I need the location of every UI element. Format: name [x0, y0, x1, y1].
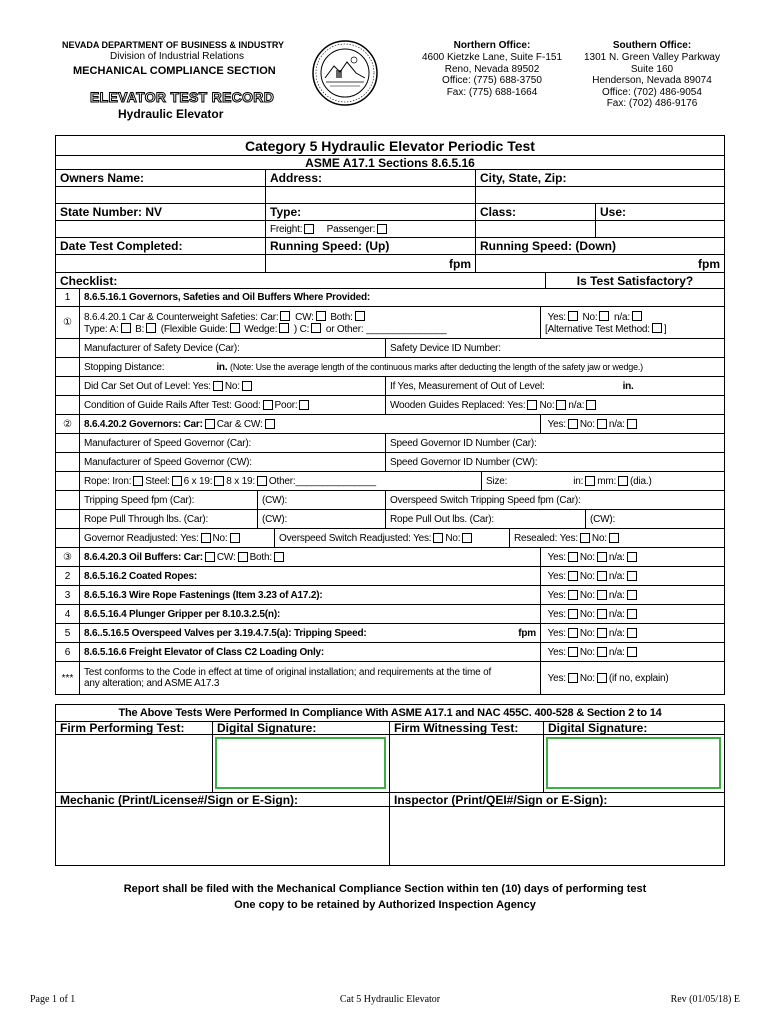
wooden-no-checkbox[interactable]	[556, 400, 566, 410]
os-readjusted: Overspeed Switch Readjusted: Yes: No:	[275, 529, 510, 547]
witnessing-signature-box[interactable]	[546, 737, 721, 789]
no-checkbox[interactable]	[597, 571, 607, 581]
yes-checkbox[interactable]	[568, 628, 578, 638]
page-number: Page 1 of 1	[30, 994, 76, 1005]
state-number-label: State Number: NV	[56, 204, 266, 220]
item-number: ③	[56, 548, 80, 566]
date-completed-label: Date Test Completed:	[56, 238, 266, 254]
mechanic-input[interactable]	[56, 807, 390, 865]
gov-readjusted: Governor Readjusted: Yes: No:	[80, 529, 275, 547]
resealed-yes-checkbox[interactable]	[580, 533, 590, 543]
rope-type: Rope: Iron: Steel: 6 x 19: 8 x 19: Other: _______________	[80, 472, 482, 490]
safety-both-checkbox[interactable]	[355, 311, 365, 321]
wedge-checkbox[interactable]	[279, 323, 289, 333]
item-number: ***	[56, 662, 80, 694]
os-readjusted-no-checkbox[interactable]	[462, 533, 472, 543]
item-number: ①	[56, 307, 80, 338]
inspector-label: Inspector (Print/QEI#/Sign or E-Sign):	[394, 793, 608, 806]
form-name: Cat 5 Hydraulic Elevator	[339, 994, 441, 1005]
checklist-label: Checklist:	[56, 273, 546, 288]
yes-checkbox[interactable]	[568, 571, 578, 581]
yes-checkbox[interactable]	[568, 419, 578, 429]
wire-rope-result: Yes: No: n/a:	[541, 586, 724, 604]
wooden-yes-checkbox[interactable]	[527, 400, 537, 410]
rope-pull-cw-label: (CW):	[258, 510, 386, 528]
na-checkbox[interactable]	[627, 590, 637, 600]
resealed: Resealed: Yes: No:	[510, 529, 724, 547]
gov-car-cw-checkbox[interactable]	[265, 419, 275, 429]
class-label: Class:	[476, 204, 596, 220]
form-title: Category 5 Hydraulic Elevator Periodic Test	[245, 137, 535, 154]
out-of-level: Did Car Set Out of Level: Yes: No:	[80, 377, 386, 395]
record-subtitle: Hydraulic Elevator	[118, 107, 224, 121]
freight-c2-result: Yes: No: n/a:	[541, 643, 724, 661]
item-number: 2	[56, 567, 80, 585]
item-wire-rope: 8.6.5.16.3 Wire Rope Fastenings (Item 3.23 of A17.2):	[80, 586, 541, 604]
no-checkbox[interactable]	[597, 628, 607, 638]
passenger-checkbox[interactable]	[377, 224, 387, 234]
item-freight-c2: 8.6.5.16.6 Freight Elevator of Class C2 Loading Only:	[80, 643, 541, 661]
satisfactory-label: Is Test Satisfactory?	[576, 273, 694, 288]
state-number-input[interactable]	[56, 221, 266, 237]
safety-car-checkbox[interactable]	[280, 311, 290, 321]
date-completed-input[interactable]	[56, 255, 266, 272]
north-office-title: Northern Office:	[453, 40, 531, 51]
safeties-result: Yes: No: n/a: [Alternative Test Method: ]	[545, 311, 667, 335]
item-number: 6	[56, 643, 80, 661]
yes-checkbox[interactable]	[568, 673, 578, 683]
out-level-no-checkbox[interactable]	[242, 381, 252, 391]
yes-checkbox[interactable]	[568, 552, 578, 562]
dept-name: NEVADA DEPARTMENT OF BUSINESS & INDUSTRY	[62, 40, 285, 50]
rope-pull-out-cw-label: (CW):	[590, 513, 616, 525]
wooden-na-checkbox[interactable]	[586, 400, 596, 410]
speed-down-input[interactable]: fpm	[698, 256, 720, 271]
form-subtitle: ASME A17.1 Sections 8.6.5.16	[305, 156, 475, 169]
item-governors-heading: 8.6.5.16.1 Governors, Safeties and Oil Buffers Where Provided:	[84, 292, 371, 303]
no-checkbox[interactable]	[597, 673, 607, 683]
form-table	[55, 135, 725, 695]
wooden-guides: Wooden Guides Replaced: Yes: No: n/a:	[386, 396, 724, 414]
firm-performing-input[interactable]	[56, 735, 213, 792]
item-plunger-gripper: 8.6.5.16.4 Plunger Gripper per 8.10.3.2.5(n):	[80, 605, 541, 623]
firm-performing-label: Firm Performing Test:	[56, 722, 213, 734]
os-readjusted-yes-checkbox[interactable]	[433, 533, 443, 543]
item-code-conformance: Test conforms to the Code in effect at time of original installation; and requirements at the time of any alteration; and ASME A17.3	[80, 662, 541, 694]
item-number: 3	[56, 586, 80, 604]
yes-checkbox[interactable]	[568, 590, 578, 600]
city-state-zip-input[interactable]	[476, 187, 724, 203]
na-checkbox[interactable]	[627, 647, 637, 657]
gov-id-car-label: Speed Governor ID Number (Car):	[390, 437, 537, 449]
buffer-cw-checkbox[interactable]	[238, 552, 248, 562]
item-coated-ropes: 8.6.5.16.2 Coated Ropes:	[80, 567, 541, 585]
type-options: Freight: Passenger:	[266, 221, 476, 237]
speed-down-label: Running Speed: (Down)	[480, 239, 616, 253]
type-label: Type:	[266, 204, 476, 220]
yes-checkbox[interactable]	[568, 609, 578, 619]
item-overspeed-valves: 8.6..5.16.5 Overspeed Valves per 3.19.4.7.5(a): Tripping Speed: fpm	[80, 624, 541, 642]
out-level-measure: If Yes, Measurement of Out of Level: in.	[390, 380, 634, 392]
use-label: Use:	[600, 205, 627, 219]
division-name: Division of Industrial Relations	[110, 51, 244, 62]
na-checkbox[interactable]	[627, 552, 637, 562]
out-level-yes-checkbox[interactable]	[213, 381, 223, 391]
performing-signature-box[interactable]	[215, 737, 386, 789]
readjusted-yes-checkbox[interactable]	[201, 533, 211, 543]
plunger-gripper-result: Yes: No: n/a:	[541, 605, 724, 623]
tripping-speed-car-label: Tripping Speed fpm (Car):	[80, 491, 258, 509]
item-oil-buffers: 8.6.4.20.3 Oil Buffers: Car: CW: Both:	[80, 548, 541, 566]
south-office-title: Southern Office:	[612, 40, 692, 51]
governors-result: Yes: No: n/a:	[541, 415, 724, 433]
compliance-statement: The Above Tests Were Performed In Compliance With ASME A17.1 and NAC 455C. 400-528 & Section 2 to 14	[118, 707, 662, 719]
address-input[interactable]	[266, 187, 476, 203]
speed-up-label: Running Speed: (Up)	[266, 238, 476, 254]
rope-pull-car-label: Rope Pull Through lbs. (Car):	[80, 510, 258, 528]
tripping-speed-cw-label: (CW):	[258, 491, 386, 509]
type-c-checkbox[interactable]	[311, 323, 321, 333]
size-mm-checkbox[interactable]	[618, 476, 628, 486]
record-title: ELEVATOR TEST RECORD	[90, 89, 275, 105]
gov-car-checkbox[interactable]	[205, 419, 215, 429]
flexible-guide-checkbox[interactable]	[230, 323, 240, 333]
digital-signature-label: Digital Signature:	[213, 722, 390, 734]
na-checkbox[interactable]	[627, 628, 637, 638]
buffer-both-checkbox[interactable]	[274, 552, 284, 562]
city-state-zip-label: City, State, Zip:	[480, 171, 567, 185]
south-office-address: 1301 N. Green Valley Parkway Suite 160 Henderson, Nevada 89074 Office: (702) 486-9054 Fax: (702) 486-9176	[584, 52, 720, 109]
section-name: MECHANICAL COMPLIANCE SECTION	[73, 65, 276, 77]
no-checkbox[interactable]	[597, 647, 607, 657]
type-a-checkbox[interactable]	[121, 323, 131, 333]
alt-method-checkbox[interactable]	[652, 323, 662, 333]
mfr-safety-label: Manufacturer of Safety Device (Car):	[80, 339, 386, 357]
size-in-checkbox[interactable]	[585, 476, 595, 486]
type-b-checkbox[interactable]	[146, 323, 156, 333]
firm-witnessing-label: Firm Witnessing Test:	[390, 722, 544, 734]
filing-note: Report shall be filed with the Mechanical Compliance Section within ten (10) days of performing test	[123, 883, 647, 895]
speed-up-input[interactable]: fpm	[266, 255, 476, 272]
item-governors: 8.6.4.20.2 Governors: Car: Car & CW:	[80, 415, 541, 433]
owners-name-label: Owners Name:	[56, 170, 266, 186]
rope-iron-checkbox[interactable]	[133, 476, 143, 486]
stopping-distance: Stopping Distance: in. (Note: Use the average length of the continuous marks after deducting the length of the safety jaw or wedge.)	[84, 361, 643, 373]
item-number: 1	[56, 289, 80, 306]
item-number: 4	[56, 605, 80, 623]
yes-checkbox[interactable]	[568, 647, 578, 657]
rope-steel-checkbox[interactable]	[172, 476, 182, 486]
no-checkbox[interactable]	[599, 311, 609, 321]
copy-note: One copy to be retained by Authorized Inspection Agency	[234, 899, 536, 911]
mfr-gov-cw-label: Manufacturer of Speed Governor (CW):	[80, 453, 386, 471]
readjusted-no-checkbox[interactable]	[230, 533, 240, 543]
freight-checkbox[interactable]	[304, 224, 314, 234]
rope-8x19-checkbox[interactable]	[257, 476, 267, 486]
item-number: ②	[56, 415, 80, 433]
overspeed-trip-label: Overspeed Switch Tripping Speed fpm (Car):	[390, 494, 581, 506]
good-checkbox[interactable]	[263, 400, 273, 410]
digital-signature-label: Digital Signature:	[548, 722, 648, 734]
rope-pull-out-label: Rope Pull Out lbs. (Car):	[386, 510, 586, 528]
gov-id-cw-label: Speed Governor ID Number (CW):	[390, 456, 538, 468]
poor-checkbox[interactable]	[299, 400, 309, 410]
use-input[interactable]	[596, 221, 724, 237]
mechanic-label: Mechanic (Print/License#/Sign or E-Sign):	[56, 793, 390, 806]
no-checkbox[interactable]	[597, 609, 607, 619]
resealed-no-checkbox[interactable]	[609, 533, 619, 543]
guide-rails-condition: Condition of Guide Rails After Test: Good: Poor:	[80, 396, 386, 414]
na-checkbox[interactable]	[627, 571, 637, 581]
code-conformance-result: Yes: No: (if no, explain)	[547, 672, 669, 684]
inspector-input[interactable]	[390, 807, 724, 865]
rope-6x19-checkbox[interactable]	[214, 476, 224, 486]
revision: Rev (01/05/18) E	[670, 994, 740, 1005]
oil-buffers-result: Yes: No: n/a:	[541, 548, 724, 566]
yes-checkbox[interactable]	[568, 311, 578, 321]
na-checkbox[interactable]	[632, 311, 642, 321]
mfr-gov-car-label: Manufacturer of Speed Governor (Car):	[80, 434, 386, 452]
na-checkbox[interactable]	[627, 419, 637, 429]
rope-size: Size: in: mm: (dia.)	[486, 475, 652, 487]
item-number: 5	[56, 624, 80, 642]
nevada-seal-icon	[312, 40, 378, 106]
coated-ropes-result: Yes: No: n/a:	[541, 567, 724, 585]
safety-cw-checkbox[interactable]	[316, 311, 326, 321]
signoff-table	[55, 704, 725, 866]
na-checkbox[interactable]	[627, 609, 637, 619]
address-label: Address:	[266, 170, 476, 186]
no-checkbox[interactable]	[597, 419, 607, 429]
firm-witnessing-input[interactable]	[390, 735, 544, 792]
north-office-address: 4600 Kietzke Lane, Suite F-151 Reno, Nevada 89502 Office: (775) 688-3750 Fax: (775) 688-1664	[421, 52, 563, 98]
overspeed-valves-result: Yes: No: n/a:	[541, 624, 724, 642]
no-checkbox[interactable]	[597, 552, 607, 562]
no-checkbox[interactable]	[597, 590, 607, 600]
class-input[interactable]	[476, 221, 596, 237]
safety-id-label: Safety Device ID Number:	[390, 342, 501, 354]
buffer-car-checkbox[interactable]	[205, 552, 215, 562]
item-safeties: 8.6.4.20.1 Car & Counterweight Safeties: Car: CW: Both: Type: A: B: (Flexible Guide: Wedge: ) C: or Other: _______________	[80, 307, 541, 338]
owners-name-input[interactable]	[56, 187, 266, 203]
